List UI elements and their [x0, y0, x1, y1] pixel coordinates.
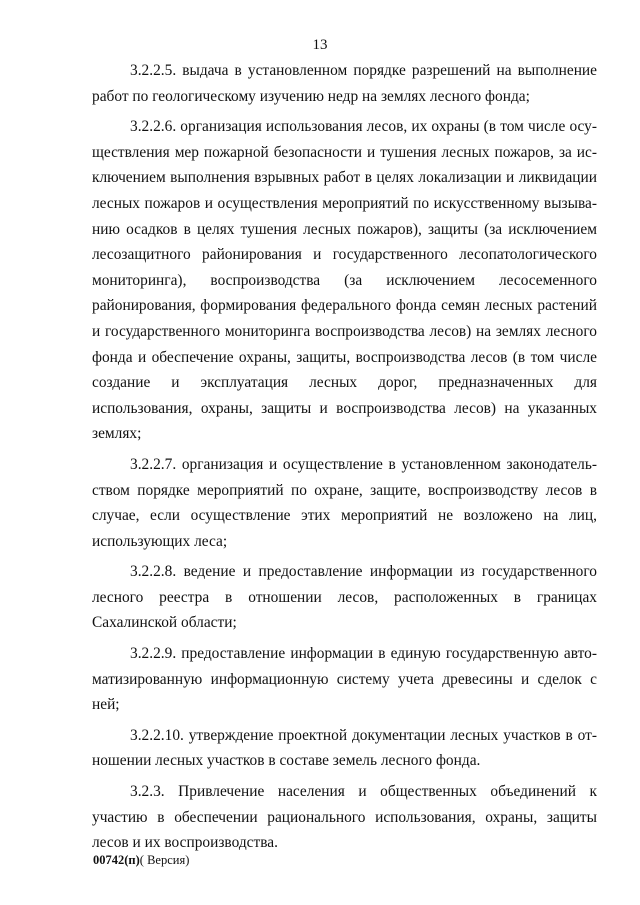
- document-footer: [93, 852, 189, 868]
- paragraph-3-2-2-10: 3.2.2.10. утверждение проектной документации лесных участков в отношении лесных участков в составе земель лесного фонда.: [92, 726, 597, 770]
- paragraph-3-2-2-6: 3.2.2.6. организация использования лесов, их охраны (в том числе осуществления мер пожарной безопасности и тушения лесных пожаров, за исключением выполнения взрывных работ в целях локализации и ликвидации лесных пожаров и осуществления мероприятий по искусственному вызыванию осадков в целях тушения лесных пожаров), защиты (за исключением лесозащитного районирования и государственного лесопатологического мониторинга), воспроизводства (за исключением лесосеменного районирования, формирования федерального фонда семян лесных растений и государственного мониторинга воспроизводства лесов) на землях лесного фонда и обеспечение охраны, защиты, воспроизводства лесов (в том числе создание и эксплуатация лесных дорог, предназначенных для использования, охраны, защиты и воспроизводства лесов) на указанных землях;: [92, 118, 597, 443]
- paragraph-3-2-2-5: 3.2.2.5. выдача в установленном порядке разрешений на выполнение работ по геологическому изучению недр на землях лесного фонда;: [92, 62, 597, 105]
- document-body: [92, 58, 597, 861]
- paragraph-3-2-3: 3.2.3. Привлечение населения и общественных объединений к участию в обеспечении рационального использования, охраны, защиты лесов и их воспроизводства.: [92, 783, 597, 852]
- paragraph-3-2-2-7: 3.2.2.7. организация и осуществление в установленном законодательством порядке мероприятий по охране, защите, воспроизводству лесов в случае, если осуществление этих мероприятий не возложено на лиц, использующих леса;: [92, 455, 597, 550]
- page-number: 13: [312, 37, 328, 53]
- paragraph-3-2-2-9: 3.2.2.9. предоставление информации в единую государственную автоматизированную информационную систему учета древесины и сделок с ней;: [92, 645, 597, 714]
- document-code: 00742(п): [93, 853, 140, 867]
- paragraph-3-2-2-8: 3.2.2.8. ведение и предоставление информации из государственного лесного реестра в отношении лесов, расположенных в границах Сахалинской области;: [92, 563, 597, 632]
- document-version: ( Версия): [139, 853, 190, 867]
